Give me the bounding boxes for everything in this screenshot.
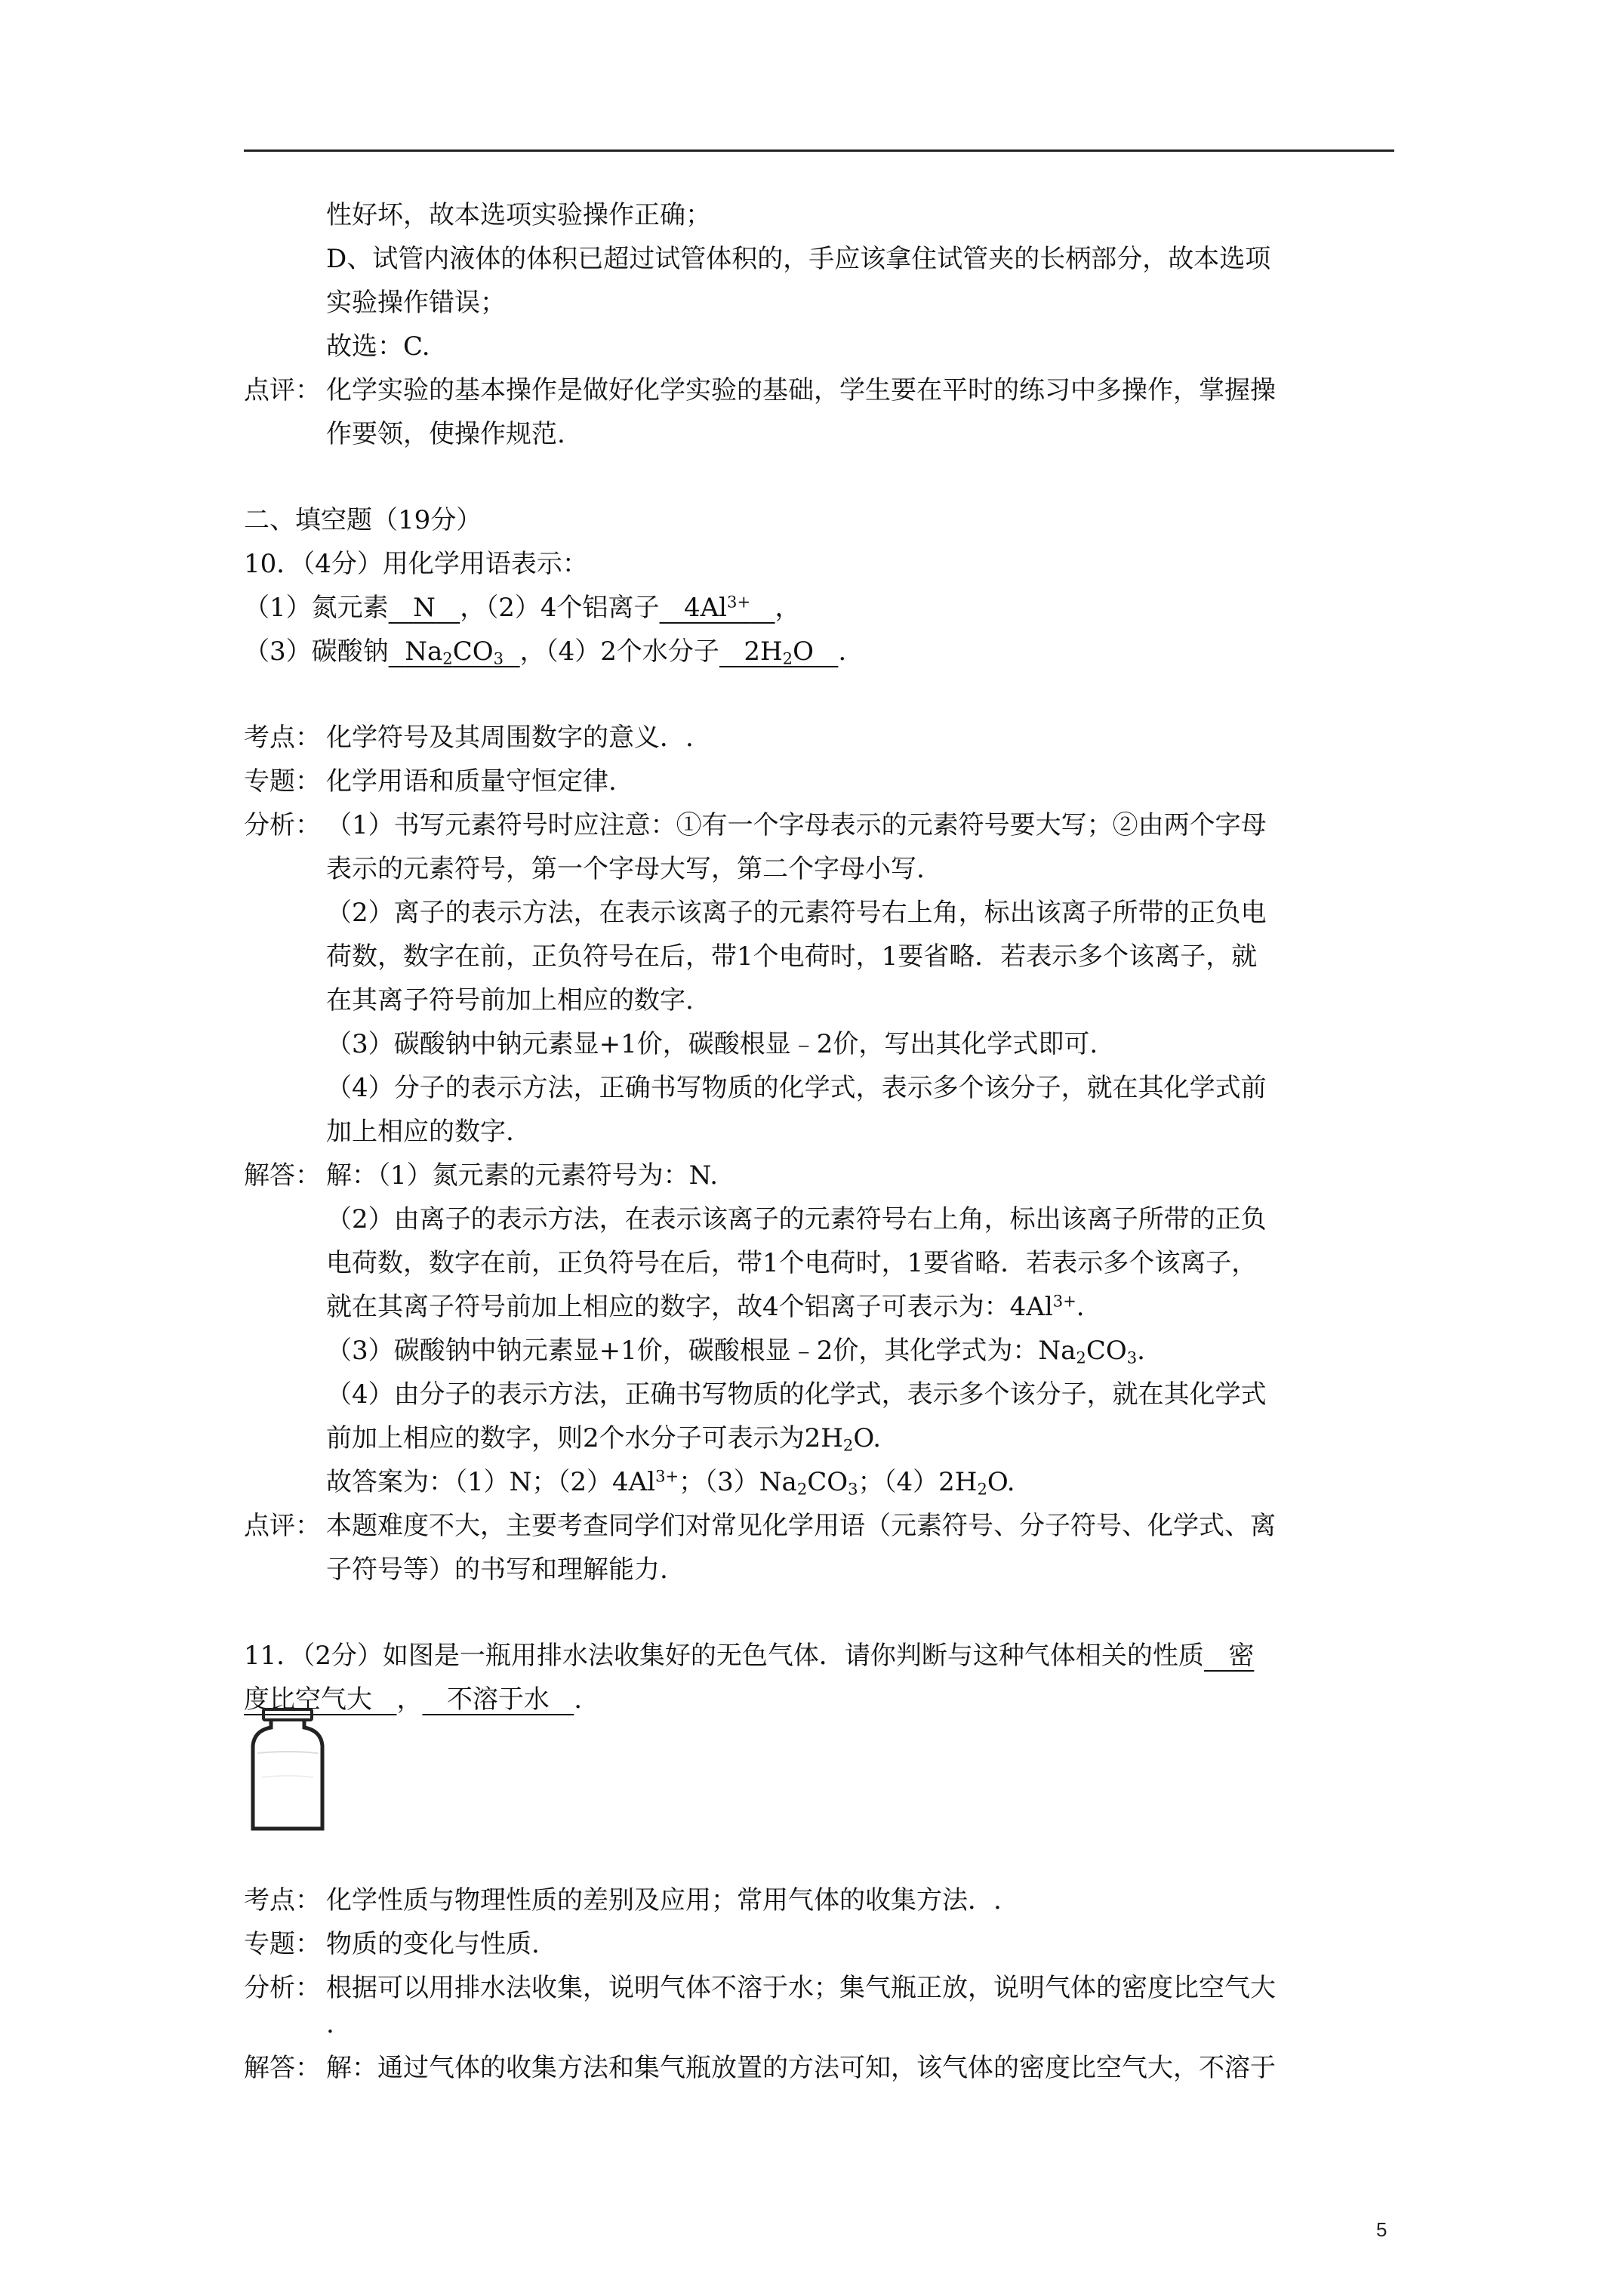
row-text: . — [838, 636, 847, 667]
dianping-label: 点评： — [244, 375, 321, 405]
jieda-line — [326, 1336, 1145, 1367]
fenxi-line: 表示的元素符号，第一个字母大写，第二个字母小写. — [326, 854, 925, 884]
jieda-text: （3）碳酸钠中钠元素显+1价，碳酸根显﹣2价，其化学式为：Na — [326, 1336, 1076, 1366]
superscript: 3+ — [655, 1466, 679, 1486]
fenxi-line: 荷数，数字在前，正负符号在后，带1个电荷时，1要省略．若表示多个该离子，就 — [326, 942, 1258, 972]
fenxi-line: （2）离子的表示方法，在表示该离子的元素符号右上角，标出该离子所带的正负电 — [326, 898, 1267, 928]
answer-value: 4Al — [683, 593, 728, 623]
header-rule — [244, 149, 1394, 152]
text-line: 化学实验的基本操作是做好化学实验的基础，学生要在平时的练习中多操作，掌握操 — [326, 375, 1276, 405]
jieda-line: 解：通过气体的收集方法和集气瓶放置的方法可知，该气体的密度比空气大，不溶于 — [326, 2053, 1276, 2083]
jieda-line — [326, 1423, 882, 1455]
fenxi-line: 在其离子符号前加上相应的数字. — [326, 985, 694, 1015]
row-text: （1）氮元素 — [244, 593, 389, 623]
answer-blank: 度比空气大 — [244, 1684, 397, 1715]
fenxi-label: 分析： — [244, 1973, 321, 2003]
answer-value: O — [793, 636, 814, 667]
text-line: 性好坏，故本选项实验操作正确； — [326, 200, 711, 230]
subscript: 3 — [493, 649, 504, 668]
row-text: （3）碳酸钠 — [244, 636, 389, 667]
text-line: 作要领，使操作规范. — [326, 419, 565, 449]
stem-text: 11．（2分）如图是一瓶用排水法收集好的无色气体．请你判断与这种气体相关的性质 — [244, 1641, 1204, 1671]
fenxi-line: （3）碳酸钠中钠元素显+1价，碳酸根显﹣2价，写出其化学式即可. — [326, 1029, 1098, 1059]
zhuanti-text: 物质的变化与性质. — [326, 1929, 540, 1959]
text-line: 故选：C. — [326, 331, 430, 362]
stem-text: . — [574, 1684, 583, 1715]
jieda-text: 故答案为：（1）N；（2）4Al — [326, 1467, 656, 1497]
stem-text: ， — [396, 1684, 423, 1715]
jieda-text: ；（3）Na — [679, 1467, 797, 1497]
zhuanti-label: 专题： — [244, 1929, 321, 1959]
gas-bottle-icon — [250, 1708, 325, 1833]
answer-row — [244, 636, 847, 668]
kaodian-label: 考点： — [244, 723, 321, 753]
page-number: 5 — [1376, 2218, 1387, 2241]
jieda-line: （4）由分子的表示方法，正确书写物质的化学式，表示多个该分子，就在其化学式 — [326, 1379, 1267, 1410]
jieda-text: . — [1137, 1336, 1145, 1366]
subscript: 2 — [796, 1479, 808, 1499]
row-text: ，（2）4个铝离子 — [460, 593, 660, 623]
answer-blank — [660, 593, 775, 623]
section-heading: 二、填空题（19分） — [244, 505, 482, 535]
answer-blank — [389, 636, 520, 667]
jieda-line: 解：（1）氮元素的元素符号为：N. — [326, 1160, 719, 1191]
question-stem: 10．（4分）用化学用语表示： — [244, 549, 588, 579]
answer-blank — [719, 636, 838, 667]
answer-row — [244, 592, 801, 623]
jieda-text: O. — [987, 1467, 1015, 1497]
question-stem — [244, 1643, 1254, 1669]
fenxi-line: （4）分子的表示方法，正确书写物质的化学式，表示多个该分子，就在其化学式前 — [326, 1073, 1267, 1103]
dianping-line: 本题难度不大，主要考查同学们对常见化学用语（元素符号、分子符号、化学式、离 — [326, 1511, 1276, 1541]
jieda-label: 解答： — [244, 2053, 321, 2083]
row-text: ，（4）2个水分子 — [519, 636, 719, 667]
answer-value: CO — [452, 636, 494, 667]
jieda-line: （2）由离子的表示方法，在表示该离子的元素符号右上角，标出该离子所带的正负 — [326, 1204, 1267, 1234]
jieda-text: . — [1076, 1292, 1085, 1322]
jieda-text: CO — [1086, 1336, 1127, 1366]
jieda-label: 解答： — [244, 1160, 321, 1191]
subscript: 3 — [848, 1479, 858, 1499]
answer-value: Na — [405, 636, 443, 667]
fenxi-line: 根据可以用排水法收集，说明气体不溶于水；集气瓶正放，说明气体的密度比空气大 — [326, 1973, 1276, 2003]
jieda-text: 就在其离子符号前加上相应的数字，故4个铝离子可表示为：4Al — [326, 1292, 1053, 1322]
subscript: 2 — [442, 649, 453, 668]
kaodian-text: 化学符号及其周围数字的意义．. — [326, 723, 694, 753]
dianping-label: 点评： — [244, 1511, 321, 1541]
jieda-text: CO — [807, 1467, 848, 1497]
kaodian-text: 化学性质与物理性质的差别及应用；常用气体的收集方法．. — [326, 1885, 1002, 1915]
zhuanti-text: 化学用语和质量守恒定律. — [326, 766, 617, 797]
jieda-line — [326, 1466, 1015, 1499]
fenxi-line: 加上相应的数字. — [326, 1117, 514, 1147]
dianping-line: 子符号等）的书写和理解能力. — [326, 1555, 668, 1585]
superscript: 3+ — [727, 592, 751, 612]
text-line: 实验操作错误； — [326, 288, 506, 318]
subscript: 3 — [1126, 1348, 1138, 1367]
jieda-text: O. — [853, 1423, 882, 1453]
fenxi-label: 分析： — [244, 810, 321, 840]
jieda-text: ；（4）2H — [858, 1467, 978, 1497]
answer-value: N — [413, 593, 436, 623]
answer-blank: 不溶于水 — [422, 1684, 574, 1715]
fenxi-line: . — [326, 2009, 334, 2039]
superscript: 3+ — [1052, 1291, 1076, 1311]
subscript: 2 — [842, 1435, 854, 1455]
answer-blank — [389, 593, 460, 623]
subscript: 2 — [1076, 1348, 1086, 1367]
jieda-line: 电荷数，数字在前，正负符号在后，带1个电荷时，1要省略．若表示多个该离子， — [326, 1248, 1258, 1278]
subscript: 2 — [977, 1479, 987, 1499]
subscript: 2 — [782, 649, 793, 668]
answer-value: 2H — [744, 636, 783, 667]
answer-blank: 密 — [1203, 1641, 1255, 1671]
row-text: ， — [775, 593, 801, 623]
zhuanti-label: 专题： — [244, 766, 321, 797]
text-line: D、试管内液体的体积已超过试管体积的，手应该拿住试管夹的长柄部分，故本选项 — [326, 244, 1271, 274]
jieda-text: 前加上相应的数字，则2个水分子可表示为2H — [326, 1423, 843, 1453]
fenxi-line: （1）书写元素符号时应注意：①有一个字母表示的元素符号要大写；②由两个字母 — [326, 810, 1267, 840]
jieda-line — [326, 1291, 1085, 1322]
kaodian-label: 考点： — [244, 1885, 321, 1915]
